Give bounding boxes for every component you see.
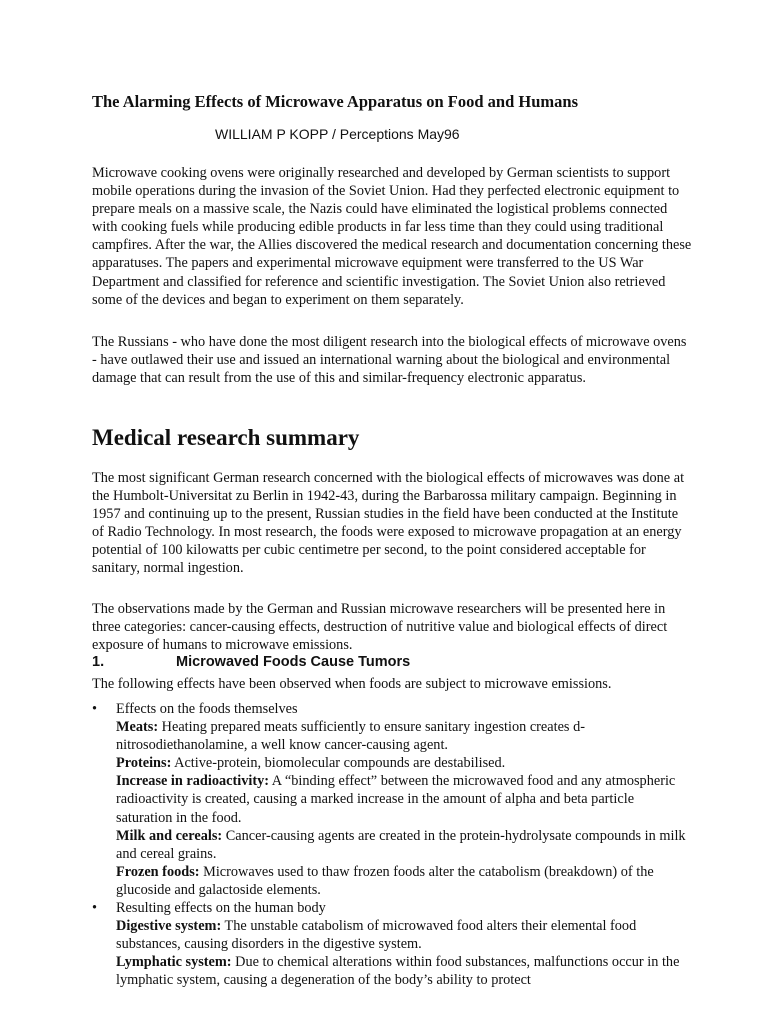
author-byline: WILLIAM P KOPP / Perceptions May96 — [215, 126, 460, 142]
effect-item-digestive — [116, 917, 692, 953]
effect-term: Proteins: — [116, 755, 172, 772]
effect-text: The unstable catabolism of microwaved food alters their elemental food substances, causing disorders in the digestive system. — [116, 918, 637, 953]
effect-item-proteins — [116, 754, 692, 772]
intro-paragraph-2: The Russians - who have done the most diligent research into the biological effects of microwave ovens - have outlawed their use and issued an international warning about the biological and environmental damage that can result from the use of this and similar-frequency electronic apparatus. — [92, 334, 687, 387]
effects-bullet-list — [92, 700, 692, 990]
bullet-label: • Resulting effects on the human body — [116, 900, 326, 917]
effect-item-lymphatic — [116, 953, 692, 989]
bullet-label: • Effects on the foods themselves — [116, 701, 298, 717]
bullet-food-effects — [92, 700, 692, 899]
effect-item-frozen-foods — [116, 863, 692, 899]
effect-term: Frozen foods: — [116, 863, 200, 880]
effect-text: Heating prepared meats sufficiently to ensure sanitary ingestion creates d-nitrosodiethanolamine, a well know cancer-causing agent. — [116, 719, 585, 754]
effect-term: Milk and cereals: — [116, 827, 223, 844]
effect-text: A “binding effect” between the microwaved food and any atmospheric radioactivity is created, causing a marked increase in the amount of alpha and beta particle saturation in the food. — [116, 773, 676, 826]
subsection-number: 1. — [92, 654, 105, 670]
effect-item-radioactivity — [116, 772, 692, 826]
effect-term: Lymphatic system: — [116, 954, 232, 971]
section-heading: Medical research summary — [92, 425, 360, 450]
effect-term: Digestive system: — [116, 918, 222, 935]
bullet-body-effects — [92, 899, 692, 989]
effect-text: Active-protein, biomolecular compounds are destabilised. — [171, 755, 506, 772]
effect-text: Due to chemical alterations within food substances, malfunctions occur in the lymphatic system, causing a degeneration of the body’s ability to protect — [116, 954, 680, 989]
effect-item-milk-cereals — [116, 827, 692, 863]
section-paragraph-2: The observations made by the German and Russian microwave researchers will be presented here in three categories: cancer-causing effects, destruction of nutritive value and biological effects of direct exposure of humans to microwave emissions. — [92, 601, 668, 654]
effect-text: Cancer-causing agents are created in the protein-hydrolysate compounds in milk and cereal grains. — [116, 827, 686, 862]
effect-item-meats — [116, 718, 692, 754]
intro-paragraph-1: Microwave cooking ovens were originally researched and developed by German scientists to support mobile operations during the invasion of the Soviet Union. Had they perfected electronic equipment to prepare meals on a massive scale, the Nazis could have eliminated the logistical problems connected with cooking fuels while producing edible products in far less time than they could using traditional campfires. After the war, the Allies discovered the medical research and documentation concerning these apparatuses. The papers and experimental microwave equipment were transferred to the US War Department and classified for reference and scientific investigation. The Soviet Union also retrieved some of the devices and began to experiment on them separately. — [92, 165, 692, 308]
document-title: The Alarming Effects of Microwave Apparatus on Food and Humans — [92, 92, 579, 111]
subsection-heading — [92, 653, 410, 671]
effect-term: Increase in radioactivity: — [116, 773, 270, 790]
subsection-intro: The following effects have been observed when foods are subject to microwave emissions. — [92, 676, 612, 692]
effect-text: Microwaves used to thaw frozen foods alter the catabolism (breakdown) of the glucoside and galactoside elements. — [116, 863, 654, 898]
subsection-title: Microwaved Foods Cause Tumors — [176, 654, 411, 670]
effect-term: Meats: — [116, 719, 159, 736]
section-paragraph-1: The most significant German research concerned with the biological effects of microwaves was done at the Humbolt-Universitat zu Berlin in 1942-43, during the Barbarossa military campaign. Beginning in 1957 and continuing up to the present, Russian studies in the field have been conducted at the Institute of Radio Technology. In most research, the foods were exposed to microwave propagation at an energy potential of 100 kilowatts per cubic centimetre per second, to the point considered acceptable for sanitary, normal ingestion. — [92, 470, 685, 577]
